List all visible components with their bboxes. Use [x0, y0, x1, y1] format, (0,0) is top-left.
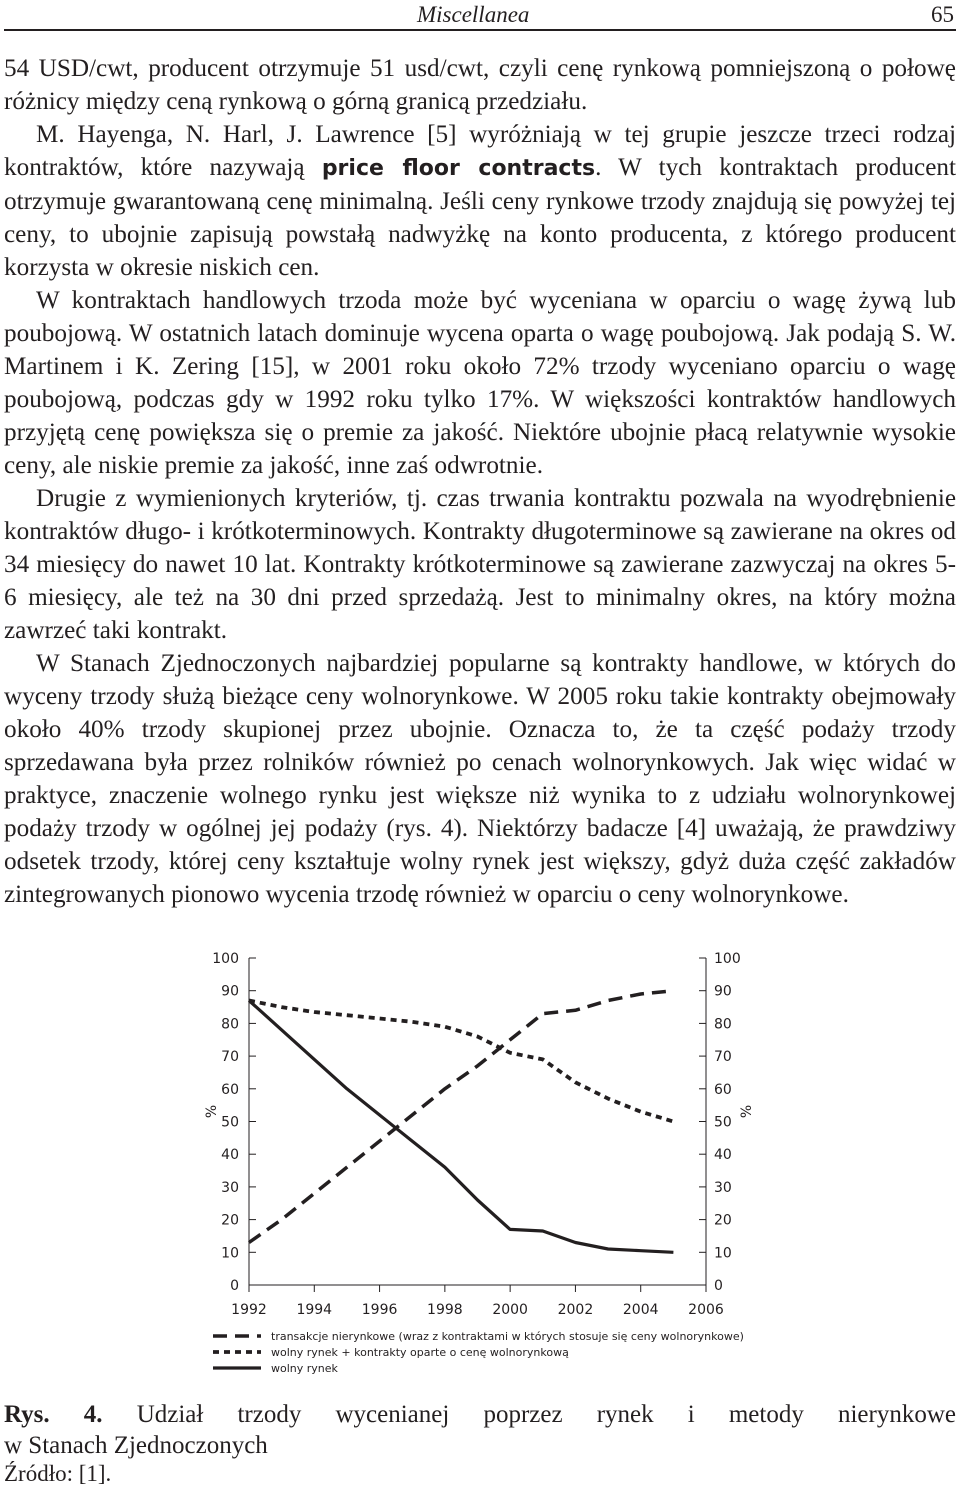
paragraph-text: W kontraktach handlowych trzoda może być wyceniana w oparciu o wagę żywą lub poubojową. W ostatnich latach dominuje wycena oparta o wagę poubojową. Jak podają S. W. Martinem i K. Zering [15], w 2001 roku około 72% trzody wyceniano oparciu o wagę poubojową, podczas gdy w 1992 roku tylko 17%. W większości kontraktów handlowych przyjętą cenę powiększa się o premie za jakość. Niektóre ubojnie płacą relatywnie wysokie ceny, ale niskie premie za jakość, inne zaś odwrotnie. — [4, 287, 956, 479]
y-tick-label-right: 0 — [714, 1278, 723, 1294]
page-number: 65 — [931, 2, 954, 27]
y-axis-label-right: % — [739, 1104, 755, 1119]
y-tick-label-left: 80 — [221, 1016, 239, 1033]
caption-text-1: Udział trzody wycenianej poprzez rynek i metody nierynkowe — [136, 1401, 956, 1428]
paragraph — [4, 284, 956, 482]
y-tick-label-right: 30 — [714, 1179, 732, 1196]
legend-label: wolny rynek + kontrakty oparte o cenę wolnorynkową — [271, 1346, 569, 1359]
y-tick-label-right: 50 — [714, 1114, 732, 1131]
caption-line-1 — [4, 1399, 956, 1430]
body-text — [4, 52, 956, 911]
y-tick-label-left: 10 — [221, 1245, 239, 1262]
y-tick-label-right: 90 — [714, 983, 732, 1000]
y-tick-label-left: 0 — [230, 1278, 239, 1294]
paragraph-text: Drugie z wymienionych kryteriów, tj. czas trwania kontraktu pozwala na wyodrębnienie kontraktów długo- i krótkoterminowych. Kontrakty długoterminowe są zawierane na okres od 34 miesięcy do nawet 10 lat. Kontrakty krótkoterminowe są zawierane zazwyczaj na okres 5-6 miesięcy, ale też na 30 dni przed sprzedażą. Jest to minimalny okres, na który można zawrzeć taki kontrakt. — [4, 485, 956, 644]
x-tick-label: 2000 — [492, 1302, 528, 1318]
y-tick-label-left: 40 — [221, 1147, 239, 1164]
y-tick-label-right: 80 — [714, 1016, 732, 1033]
y-tick-label-left: 90 — [221, 983, 239, 1000]
y-tick-label-left: 70 — [221, 1049, 239, 1066]
paragraph — [4, 52, 956, 118]
x-tick-label: 1994 — [296, 1302, 333, 1318]
chart-series — [249, 991, 673, 1253]
y-axis-label-left: % — [204, 1104, 220, 1119]
y-tick-label-right: 20 — [714, 1212, 732, 1229]
chart-svg — [185, 940, 775, 1390]
legend-label: transakcje nierynkowe (wraz z kontraktami w których stosuje się ceny wolnorynkowe) — [271, 1330, 744, 1343]
x-tick-label: 2004 — [622, 1302, 659, 1318]
paragraph-text: W Stanach Zjednoczonych najbardziej popularne są kontrakty handlowe, w których do wyceny trzody służą bieżące ceny wolnorynkowe. W 2005 roku takie kontrakty obejmowały około 40% trzody skupionej przez ubojnie. Oznacza to, że ta część podaży trzody sprzedawana była przez rolników również po cenach wolnorynkowych. Jak więc widać w praktyce, znaczenie wolnego rynku jest większe niż wynika to z udziału wolnorynkowej podaży trzody w ogólnej jej podaży (rys. 4). Niektórzy badacze [4] uważają, że prawdziwy odsetek trzody, której ceny kształtuje wolny rynek jest większy, gdyż duża część zakładów zintegrowanych pionowo wycenia trzodę również w oparciu o ceny wolnorynkowe. — [4, 650, 956, 908]
paragraph — [4, 647, 956, 911]
paragraph — [4, 482, 956, 647]
x-tick-label: 1998 — [427, 1302, 463, 1318]
series-line-solid — [249, 1001, 673, 1253]
series-line-dashed — [249, 991, 673, 1243]
y-tick-label-right: 70 — [714, 1049, 732, 1066]
figure-caption — [4, 1399, 956, 1461]
chart — [185, 940, 775, 1395]
y-tick-label-left: 60 — [221, 1081, 239, 1098]
figure-source: Źródło: [1]. — [4, 1461, 112, 1486]
y-tick-label-right: 100 — [714, 951, 741, 967]
y-tick-label-left: 100 — [212, 951, 239, 967]
y-tick-label-right: 60 — [714, 1081, 732, 1098]
emphasis-term: price floor contracts — [321, 156, 596, 181]
chart-legend — [213, 1330, 744, 1375]
x-tick-label: 1992 — [231, 1302, 267, 1318]
y-tick-label-left: 30 — [221, 1179, 239, 1196]
y-tick-label-right: 10 — [714, 1245, 732, 1262]
header-rule — [4, 29, 956, 31]
series-line-dotted — [249, 1001, 673, 1122]
page-header — [0, 0, 960, 30]
x-tick-label: 2002 — [557, 1302, 594, 1318]
caption-line-2: w Stanach Zjednoczonych — [4, 1432, 268, 1459]
running-head-title: Miscellanea — [417, 2, 530, 27]
y-tick-label-right: 40 — [714, 1147, 732, 1164]
paragraph — [4, 118, 956, 284]
caption-label: Rys. 4. — [4, 1401, 103, 1428]
y-tick-label-left: 20 — [221, 1212, 239, 1229]
paragraph-text: M. Hayenga, N. Harl, J. Lawrence [5] wyróżniają w tej grupie jeszcze trzeci rodzaj kontraktów, które nazywają — [4, 121, 956, 181]
legend-label: wolny rynek — [271, 1362, 338, 1375]
x-tick-label: 2006 — [688, 1302, 724, 1318]
paragraph-text: . W tych kontraktach producent otrzymuje gwarantowaną cenę minimalną. Jeśli ceny rynkowe trzody znajdują się powyżej tej ceny, to ubojnie zapisują powstałą nadwyżkę na konto producenta, z którego producent korzysta w okresie niskich cen. — [4, 154, 956, 281]
y-tick-label-left: 50 — [221, 1114, 239, 1131]
x-tick-label: 1996 — [361, 1302, 398, 1318]
paragraph-text: 54 USD/cwt, producent otrzymuje 51 usd/cwt, czyli cenę rynkową pomniejszoną o połowę różnicy między ceną rynkową o górną granicą przedziału. — [4, 55, 956, 115]
